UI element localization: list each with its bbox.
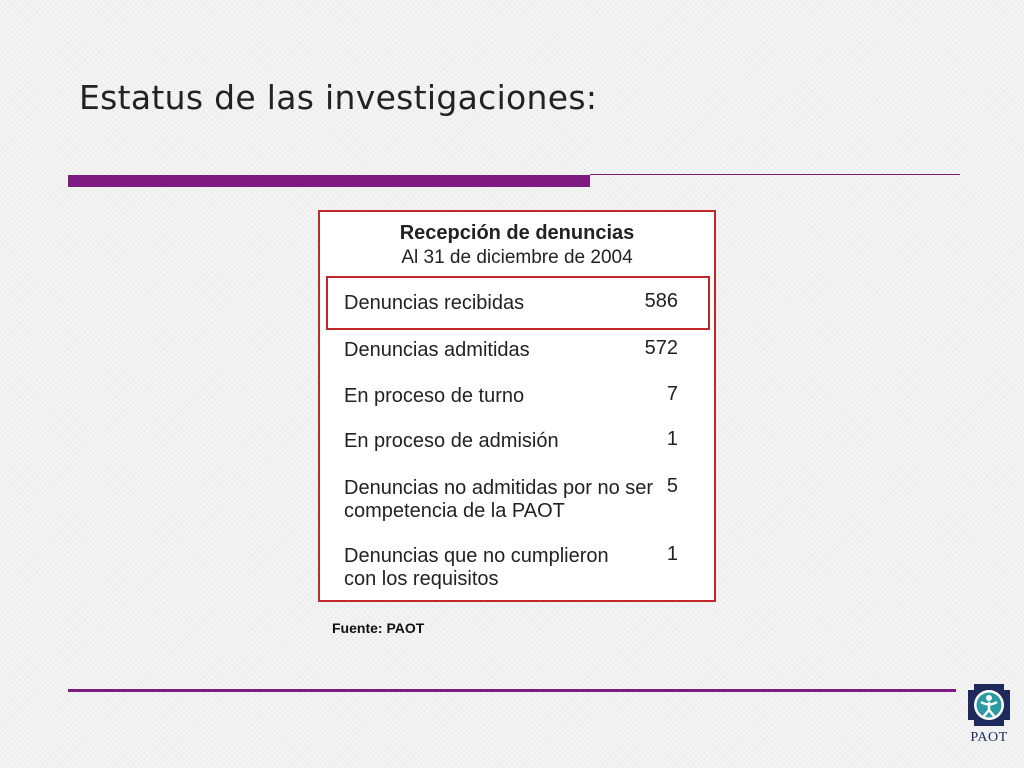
paot-logo-icon bbox=[966, 682, 1012, 728]
table-row-value: 7 bbox=[666, 383, 678, 405]
title-underline-bar bbox=[68, 175, 590, 187]
table-row-label: Denuncias no admitidas por no ser competencia de la PAOT bbox=[344, 477, 654, 522]
table-subtitle: Al 31 de diciembre de 2004 bbox=[401, 247, 633, 268]
table-row-label: Denuncias que no cumplieron con los requisitos bbox=[344, 545, 609, 590]
table-title: Recepción de denuncias bbox=[399, 222, 635, 244]
table-row-label: Denuncias admitidas bbox=[344, 339, 530, 361]
page-title: Estatus de las investigaciones: bbox=[79, 78, 598, 117]
table-row-value: 1 bbox=[666, 428, 678, 450]
paot-logo bbox=[966, 682, 1012, 748]
table-row-label: En proceso de admisión bbox=[344, 430, 559, 452]
table-row-value: 572 bbox=[644, 337, 678, 359]
source-note: Fuente: PAOT bbox=[332, 620, 425, 636]
table-row-value: 586 bbox=[644, 290, 678, 312]
table-row-label: En proceso de turno bbox=[344, 385, 525, 407]
title-underline-thin bbox=[590, 174, 960, 175]
table-row-label: Denuncias recibidas bbox=[344, 292, 525, 314]
complaints-table bbox=[318, 210, 716, 602]
footer-line bbox=[68, 689, 956, 692]
logo-text: PAOT bbox=[970, 730, 1008, 745]
table-row-value: 5 bbox=[666, 475, 678, 497]
table-row-value: 1 bbox=[666, 543, 678, 565]
